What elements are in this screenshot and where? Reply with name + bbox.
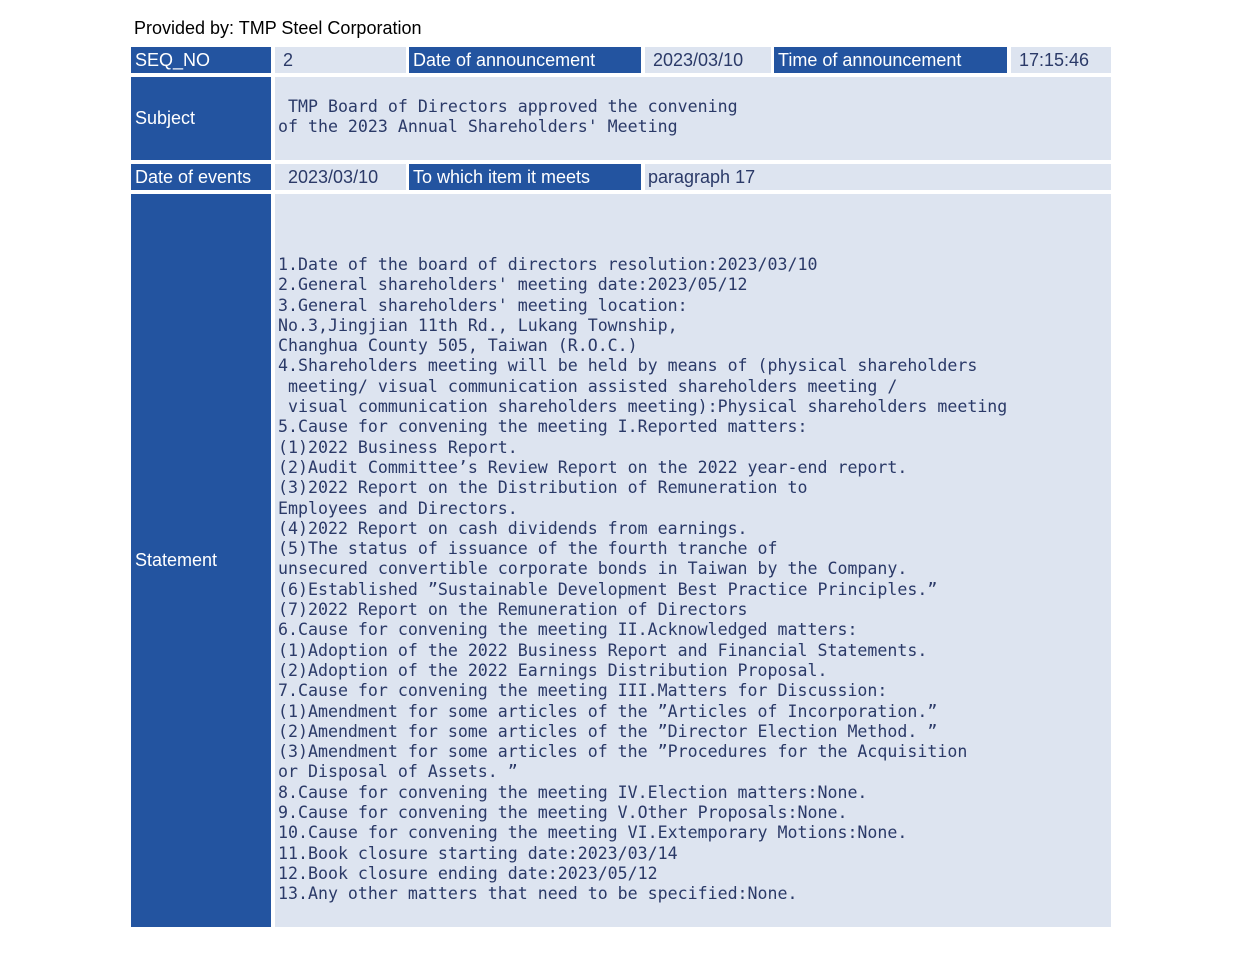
- statement-line-27: 8.Cause for convening the meeting IV.Election matters:None.: [278, 782, 868, 802]
- date-of-announcement-value: 2023/03/10: [645, 47, 771, 73]
- statement-line-12: (3)2022 Report on the Distribution of Remuneration to: [278, 478, 808, 498]
- subject-label: Subject: [131, 77, 271, 160]
- subject-line-1: TMP Board of Directors approved the convening: [278, 97, 738, 116]
- statement-line-3: 3.General shareholders' meeting location:: [278, 295, 688, 315]
- date-of-events-value: 2023/03/10: [275, 164, 406, 190]
- date-of-events-label: Date of events: [131, 164, 271, 190]
- statement-line-28: 9.Cause for convening the meeting V.Other Proposals:None.: [278, 803, 848, 823]
- statement-line-6: 4.Shareholders meeting will be held by means of (physical shareholders: [278, 356, 978, 376]
- statement-line-13: Employees and Directors.: [278, 498, 518, 518]
- statement-line-22: 7.Cause for convening the meeting III.Matters for Discussion:: [278, 681, 888, 701]
- seq-no-value: 2: [275, 47, 406, 73]
- statement-line-17: (6)Established ”Sustainable Development Best Practice Principles.”: [278, 579, 938, 599]
- statement-line-32: 13.Any other matters that need to be specified:None.: [278, 884, 798, 904]
- statement-line-30: 11.Book closure starting date:2023/03/14: [278, 843, 678, 863]
- statement-line-1: 1.Date of the board of directors resolution:2023/03/10: [278, 255, 818, 274]
- statement-line-8: visual communication shareholders meeting):Physical shareholders meeting: [278, 397, 1008, 417]
- provided-by-text: Provided by: TMP Steel Corporation: [134, 18, 422, 38]
- statement-line-11: (2)Audit Committee’s Review Report on the 2022 year-end report.: [278, 457, 908, 477]
- subject-value: [275, 77, 1111, 160]
- statement-line-29: 10.Cause for convening the meeting VI.Extemporary Motions:None.: [278, 823, 908, 843]
- time-of-announcement-value: 17:15:46: [1011, 47, 1111, 73]
- statement-line-25: (3)Amendment for some articles of the ”Procedures for the Acquisition: [278, 742, 968, 762]
- statement-line-19: 6.Cause for convening the meeting II.Acknowledged matters:: [278, 620, 858, 640]
- statement-line-14: (4)2022 Report on cash dividends from earnings.: [278, 518, 748, 538]
- statement-line-31: 12.Book closure ending date:2023/05/12: [278, 863, 658, 883]
- seq-no-label: SEQ_NO: [131, 47, 271, 73]
- statement-value: [275, 194, 1111, 927]
- item-meets-value: paragraph 17: [645, 164, 1111, 190]
- statement-line-16: unsecured convertible corporate bonds in Taiwan by the Company.: [278, 559, 908, 579]
- statement-line-9: 5.Cause for convening the meeting I.Reported matters:: [278, 417, 808, 437]
- time-of-announcement-label: Time of announcement: [774, 47, 1007, 73]
- subject-line-2: of the 2023 Annual Shareholders' Meeting: [278, 117, 678, 137]
- statement-line-5: Changhua County 505, Taiwan (R.O.C.): [278, 336, 638, 356]
- statement-line-18: (7)2022 Report on the Remuneration of Directors: [278, 600, 748, 620]
- statement-line-21: (2)Adoption of the 2022 Earnings Distribution Proposal.: [278, 660, 828, 680]
- statement-line-20: (1)Adoption of the 2022 Business Report and Financial Statements.: [278, 640, 928, 660]
- statement-line-4: No.3,Jingjian 11th Rd., Lukang Township,: [278, 315, 678, 335]
- statement-line-7: meeting/ visual communication assisted shareholders meeting /: [278, 376, 898, 396]
- statement-line-24: (2)Amendment for some articles of the ”Director Election Method. ”: [278, 721, 938, 741]
- statement-label: Statement: [131, 194, 271, 927]
- item-meets-label: To which item it meets: [409, 164, 641, 190]
- statement-line-2: 2.General shareholders' meeting date:2023/05/12: [278, 275, 748, 295]
- statement-line-10: (1)2022 Business Report.: [278, 437, 518, 457]
- statement-line-15: (5)The status of issuance of the fourth tranche of: [278, 539, 778, 559]
- date-of-announcement-label: Date of announcement: [409, 47, 641, 73]
- statement-line-23: (1)Amendment for some articles of the ”Articles of Incorporation.”: [278, 701, 938, 721]
- statement-line-26: or Disposal of Assets. ”: [278, 762, 518, 782]
